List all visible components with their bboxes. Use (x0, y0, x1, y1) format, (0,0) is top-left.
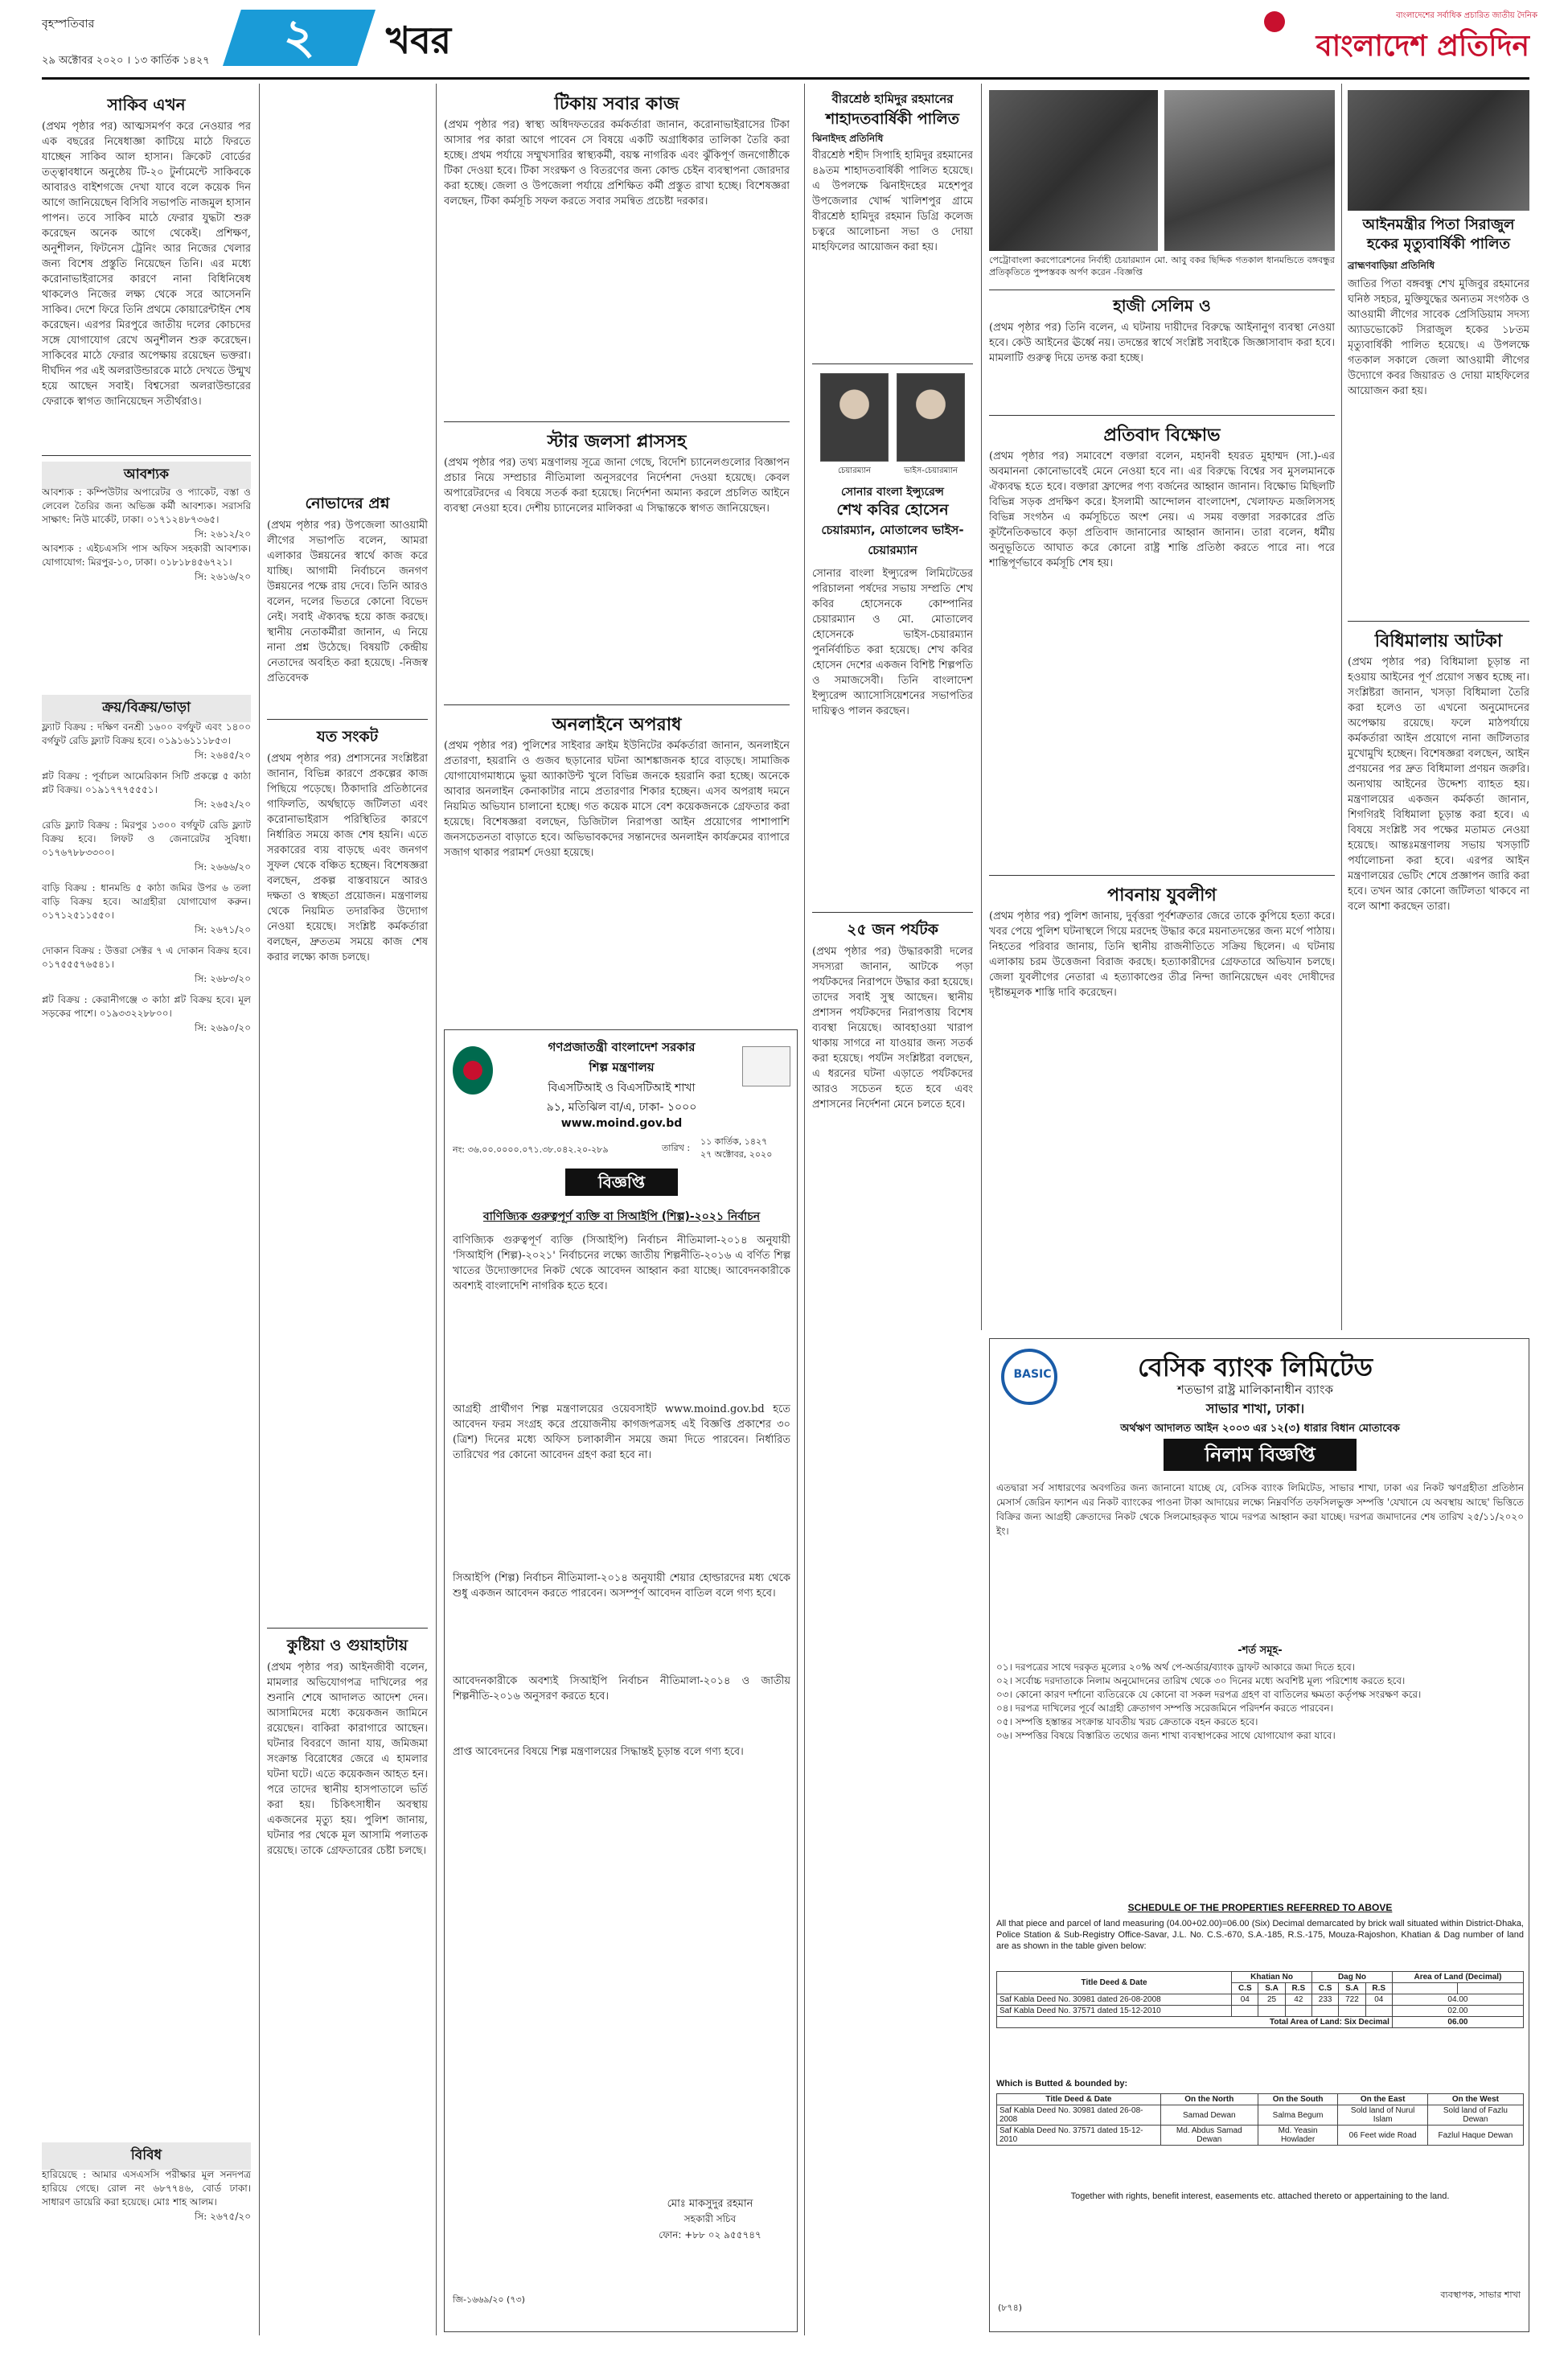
table-cell: Fazlul Haque Dewan (1427, 2126, 1523, 2146)
photo-petrobangla-left (989, 90, 1158, 251)
date-bn: ১১ কার্তিক, ১৪২৭ (700, 1136, 768, 1147)
bank-notice-title: নিলাম বিজ্ঞপ্তি (1164, 1439, 1357, 1471)
headline-chairman-line: চেয়ারম্যান, মোতালেব ভাইস-চেয়ারম্যান (821, 523, 964, 557)
headline-star-jalsha: স্টার জলসা প্লাসসহ (547, 432, 687, 452)
kicker-hamidur: বীরশ্রেষ্ঠ হামিদুর রহমানের (831, 92, 954, 106)
article-star-jalsha: (প্রথম পৃষ্ঠার পর) তথ্য মন্ত্রণালয় সূত্রে জানা গেছে, বিদেশি চ্যানেলগুলোর বিজ্ঞাপন প্রচার নিয়ে সম্প্রচার নীতিমালা অনুসরণের নির্দেশনা দেওয়া হয়েছে। কেবল অপারেটরদের এ বিষয়ে সতর্ক করা হয়েছে। নির্দেশনা অমান্য করলে প্রচলিত আইনে ব্যবস্থা নেওয়া হবে। দেশীয় চ্যানেলের মালিকরা এ সিদ্ধান্তকে স্বাগত জানিয়েছেন। (444, 457, 790, 515)
sale-code: সি: ২৬৫২/২০ (194, 799, 251, 810)
divider (42, 455, 251, 456)
col-divider (804, 84, 805, 2335)
sale-title: ক্রয়/বিক্রয়/ভাড়া (42, 695, 251, 722)
table-cell: Saf Kabla Deed No. 37571 dated 15-12-2010 (997, 2126, 1161, 2146)
term-item: ০৩। কোনো কারণ দর্শানো ব্যতিরেকে যে কোনো বা সকল দরপত্র গ্রহণ বা বাতিলের ক্ষমতা কর্তৃপক্ষ সংরক্ষণ করে। (996, 1689, 1422, 1700)
sale-code: সি: ২৬৪৫/২০ (194, 750, 251, 761)
bank-act-line: অর্থঋণ আদালত আইন ২০০৩ এর ১২(৩) ধারার বিধান মোতাবেক (1120, 1423, 1400, 1435)
notice-para: বাণিজ্যিক গুরুত্বপূর্ণ ব্যক্তি (সিআইপি) নির্বাচন নীতিমালা-২০১৪ অনুযায়ী 'সিআইপি (শিল্প)-২০২১' নির্বাচনের লক্ষ্যে জাতীয় শিল্পনীতি-২০১৬ এ বর্ণিত শিল্প খাতের উদ্যোক্তাদের নিকট থেকে আবেদন আহ্বান করা যাচ্ছে। আবেদনকারীকে অবশ্যই বাংলাদেশি নাগরিক হতে হবে। (453, 1234, 790, 1292)
article-tika: (প্রথম পৃষ্ঠার পর) স্বাস্থ্য অধিদফতরের কর্মকর্তারা জানান, করোনাভাইরাসের টিকা আসার পর কারা আগে পাবেন সে বিষয়ে একটি অগ্রাধিকার তালিকা তৈরি করা হচ্ছে। প্রথম পর্যায়ে সম্মুখসারির স্বাস্থ্যকর্মী, বয়স্ক নাগরিক এবং ঝুঁকিপূর্ণ জনগোষ্ঠীকে টিকা দেওয়া হবে। টিকা সংরক্ষণ ও বিতরণের জন্য কোল্ড চেইন ব্যবস্থাপনা জোরদার করা হচ্ছে। জেলা ও উপজেলা পর্যায়ে প্রশিক্ষিত কর্মী প্রস্তুত রাখা হচ্ছে। বিশেষজ্ঞরা বলছেন, টিকা কর্মসূচি সফল করতে সবার সমন্বিত প্রচেষ্টা দরকার। (444, 119, 790, 207)
classified-ad: আবশ্যক : এইচএসসি পাস অফিস সহকারী আবশ্যক। যোগাযোগ: মিরপুর-১০, ঢাকা। ০১৮১৮৪৫৬৭২১। (42, 543, 251, 568)
th-deed: Title Deed & Date (997, 1972, 1232, 1994)
col4 (812, 84, 973, 2335)
paper-name: বাংলাদেশ প্রতিদিন (1316, 30, 1529, 63)
classified-code: সি: ২৬১৬/২০ (194, 571, 251, 582)
term-item: ০২। সর্বোচ্চ দরদাতাকে নিলাম অনুমোদনের তারিখ থেকে ৩০ দিনের মধ্যে অবশিষ্ট মূল্য পরিশোধ করতে হবে। (996, 1675, 1406, 1686)
article-haji-selim: (প্রথম পৃষ্ঠার পর) তিনি বলেন, এ ঘটনায় দায়ীদের বিরুদ্ধে আইনানুগ ব্যবস্থা নেওয়া হবে। কেউ আইনের ঊর্ধ্বে নয়। তদন্তের স্বার্থে সংশ্লিষ্ট সবাইকে জিজ্ঞাসাবাদ করা হবে। মামলাটি গুরুত্ব দিয়ে তদন্ত করা হচ্ছে। (989, 322, 1335, 364)
col5 (989, 84, 1335, 1330)
sale-ad: রেডি ফ্ল্যাট বিক্রয় : মিরপুর ১৩০০ বর্গফুট রেডি ফ্ল্যাট বিক্রয় হবে। লিফট ও জেনারেটর সুবিধা। ০১৭৬৭৮৮৩৩০০। (42, 819, 251, 858)
table-cell: 04 (1365, 1994, 1392, 2006)
article-kushtia: (প্রথম পৃষ্ঠার পর) আইনজীবী বলেন, মামলার অভিযোগপত্র দাখিলের পর শুনানি শেষে আদালত আদেশ দেন। আসামিদের মধ্যে কয়েকজন জামিনে রয়েছেন। বাকিরা কারাগারে আছেন। ঘটনার বিবরণে জানা যায়, জমিজমা সংক্রান্ত বিরোধের জেরে এ হামলার ঘটনা ঘটে। এতে কয়েকজন আহত হন। পরে তাদের স্থানীয় হাসপাতালে ভর্তি করা হয়। চিকিৎসাধীন অবস্থায় একজনের মৃত্যু হয়। পুলিশ জানায়, ঘটনার পর থেকে মূল আসামি পলাতক রয়েছে। তাকে গ্রেফতারের চেষ্টা চলছে। (267, 1661, 428, 1857)
notice-badge: বিজ্ঞপ্তি (565, 1169, 678, 1196)
date-label: তারিখ : (662, 1143, 691, 1153)
th-sub: C.S (1232, 1983, 1258, 1994)
headline-novader: নোভাদের প্রশ্ন (305, 495, 390, 512)
th-khatian: Khatian No (1232, 1972, 1312, 1983)
article-online-crime: (প্রথম পৃষ্ঠার পর) পুলিশের সাইবার ক্রাইম ইউনিটের কর্মকর্তারা জানান, অনলাইনে প্রতারণা, হয়রানি ও গুজব ছড়ানোর ঘটনা আশঙ্কাজনক হারে বাড়ছে। সামাজিক যোগাযোগমাধ্যমে ভুয়া অ্যাকাউন্ট খুলে বিভিন্ন জনকে হয়রানি করা হচ্ছে। অনেকে আবার অনলাইন কেনাকাটার নামে প্রতারণার শিকার হচ্ছেন। এসব অপরাধ দমনে নিয়মিত অভিযান চালানো হচ্ছে। গত কয়েক মাসে বেশ কয়েকজনকে গ্রেফতার করা হয়েছে। বিশেষজ্ঞরা বলছেন, ডিজিটাল নিরাপত্তা আইন প্রয়োগের পাশাপাশি জনসচেতনতা বাড়াতে হবে। অভিভাবকদের সন্তানদের অনলাইন কার্যক্রমের ব্যাপারে সজাগ থাকার পরামর্শ দেওয়া হয়েছে। (444, 740, 790, 859)
photo-law-minister (1348, 90, 1529, 211)
divider (812, 363, 973, 364)
term-item: ০১। দরপত্রের সাথে দরকৃত মূল্যের ২০% অর্থ পে-অর্ডার/ব্যাংক ড্রাফট আকারে জমা দিতে হবে। (996, 1661, 1355, 1673)
notice-website: www.moind.gov.bd (560, 1117, 683, 1130)
bank-tagline: শতভাগ রাষ্ট্র মালিকানাধীন ব্যাংক (1177, 1382, 1333, 1397)
table-cell: 04 (1232, 1994, 1258, 2006)
col1 (42, 84, 251, 2335)
section-title: খবর (386, 18, 452, 62)
th-sub: S.A (1339, 1983, 1365, 1994)
masthead (42, 6, 1537, 76)
notice-subject: বাণিজ্যিক গুরুত্বপূর্ণ ব্যক্তি বা সিআইপি (শিল্প)-২০২১ নির্বাচন (482, 1210, 761, 1223)
headline-haji-selim: হাজী সেলিম ও (1113, 296, 1211, 315)
th-sub: S.A (1258, 1983, 1285, 1994)
col6 (1348, 84, 1529, 1330)
table-cell: Md. Abdus Samad Dewan (1160, 2126, 1258, 2146)
bank-notice (989, 1338, 1529, 2332)
notice-phone: ফোন: +৮৮ ০২ ৯৫৫৭৪৭ (659, 2229, 761, 2241)
notice-header-line4: ৯১, মতিঝিল বা/এ, ঢাকা- ১০০০ (546, 1101, 697, 1114)
notice-para: আগ্রহী প্রার্থীগণ শিল্প মন্ত্রণালয়ের ওয়েবসাইট www.moind.gov.bd হতে আবেদন ফরম সংগ্রহ করে প্রয়োজনীয় কাগজপত্রসহ এই বিজ্ঞপ্তি প্রকাশের ৩০ (ত্রিশ) দিনের মধ্যে অফিস চলাকালীন সময়ে জমা দিতে পারবেন। নির্ধারিত তারিখের পর কোনো আবেদন গ্রহণ করা হবে না। (453, 1403, 790, 1461)
paper-tagline: বাংলাদেশের সর্বাধিক প্রচারিত জাতীয় দৈনিক (1396, 11, 1537, 20)
table-cell: Sold land of Fazlu Dewan (1427, 2105, 1523, 2126)
table-total-row (997, 2017, 1524, 2028)
article-sonar-bangla: সোনার বাংলা ইন্স্যুরেন্স লিমিটেডের পরিচালনা পর্ষদের সভায় সম্প্রতি শেখ কবির হোসেনকে কোম্পানির চেয়ারম্যান ও মো. মোতালেব হোসেনকে ভাইস-চেয়ারম্যান পুনর্নির্বাচিত করা হয়েছে। শেখ কবির হোসেন দেশের একজন বিশিষ্ট শিল্পপতি ও সমাজসেবী। তিনি বাংলাদেশ ইন্স্যুরেন্স অ্যাসোসিয়েশনের সভাপতির দায়িত্বও পালন করছেন। (812, 568, 973, 717)
table-row (997, 2006, 1524, 2017)
article-jato-sankat: (প্রথম পৃষ্ঠার পর) প্রশাসনের সংশ্লিষ্টরা জানান, বিভিন্ন কারণে প্রকল্পের কাজ পিছিয়ে পড়েছে। ঠিকাদারি প্রতিষ্ঠানের গাফিলতি, অর্থছাড়ে জটিলতা এবং করোনাভাইরাস পরিস্থিতির কারণে নির্ধারিত সময়ে কাজ শেষ হয়নি। এতে সরকারের ব্যয় বাড়ছে এবং জনগণ সুফল থেকে বঞ্চিত হচ্ছেন। বিশেষজ্ঞরা বলছেন, প্রকল্প বাস্তবায়নে আরও দক্ষতা ও স্বচ্ছতা প্রয়োজন। মন্ত্রণালয় থেকে নিয়মিত তদারকির উদ্যোগ নেওয়া হয়েছে। সংশ্লিষ্ট কর্মকর্তারা বলছেন, দ্রুততম সময়ে কাজ শেষ করার লক্ষ্যে কাজ চলছে। (267, 753, 428, 963)
article-sakib: (প্রথম পৃষ্ঠার পর) আত্মসমর্পণ করে নেওয়ার পর এক বছরের নিষেধাজ্ঞা কাটিয়ে মাঠে ফিরতে যাচ্ছেন সাকিব আল হাসান। ক্রিকেট বোর্ডের তত্ত্বাবধানে অনুষ্ঠেয় টি-২০ টুর্নামেন্টে সাকিবকে আবারও বাইশগজে দেখা যাবে বলে কয়েক দিন আগে জানিয়েছেন বিসিবি সভাপতি নাজমুল হাসান পাপন। তবে সাকিব মাঠে ফেরার যুদ্ধটা শুরু করেছেন অনেক আগে থেকেই। প্রশিক্ষণ, অনুশীলন, ফিটনেস ট্রেনিং আর নিজের খেলার জন্য বিশেষ প্রস্তুতি নিয়েছেন তিনি। এর মধ্যে করোনাভাইরাসের কারণে নানা বিধিনিষেধ থাকলেও নিজের লক্ষ্য থেকে সরে আসেননি সাকিব। দেশে ফিরে তিনি প্রথমে কোয়ারেন্টাইন শেষ করেছেন। এরপর মিরপুরে জাতীয় দলের কোচদের সঙ্গে যোগাযোগ রেখে অনুশীলন শুরু করেছেন। সাকিবের মাঠে ফেরার অপেক্ষায় রয়েছেন ভক্তরা। দীর্ঘদিন পর এই অলরাউন্ডারকে মাঠে দেখতে উন্মুখ হয়ে আছেন সবাই। বিশ্বসেরা অলরাউন্ডারের ফেরাকে স্বাগত জানিয়েছেন সতীর্থরাও। (42, 121, 251, 408)
sale-ad: দোকান বিক্রয় : উত্তরা সেক্টর ৭ এ দোকান বিক্রয় হবে। ০১৭৫৫৫৭৬৫৪১। (42, 945, 251, 970)
schedule-footer: Together with rights, benefit interest, easements etc. attached thereto or appertaining to the land. (1070, 2191, 1450, 2201)
sale-ad: প্লট বিক্রয় : কেরানীগঞ্জে ৩ কাঠা প্লট বিক্রয় হবে। মূল সড়কের পাশে। ০১৯৩৩২২৮৮০০। (42, 994, 251, 1019)
portrait-chairman (820, 373, 889, 462)
misc-list (42, 2168, 251, 2224)
table-row (997, 2105, 1524, 2126)
photo-caption: পেট্রোবাংলা করপোরেশনের নির্বাহী চেয়ারম্যান মো. আবু বকর ছিদ্দিক গতকাল ধানমন্ডিতে বঙ্গবন্ধুর প্রতিকৃতিতে পুষ্পস্তবক অর্পণ করেন -বিজ্ঞপ্তি (989, 255, 1335, 277)
article-hamidur: বীরশ্রেষ্ঠ শহীদ সিপাহি হামিদুর রহমানের ৪৯তম শাহাদতবার্ষিকী পালিত হয়েছে। এ উপলক্ষে ঝিনাইদহের মহেশপুর উপজেলার খোর্দ্দ খালিশপুর গ্রামে বীরশ্রেষ্ঠ হামিদুর রহমান ডিগ্রি কলেজ চত্বরে আলোচনা সভা ও দোয়া মাহফিলের আয়োজন করা হয়। (812, 150, 973, 253)
bank-intro: এতদ্বারা সর্ব সাধারণের অবগতির জন্য জানানো যাচ্ছে যে, বেসিক ব্যাংক লিমিটেড, সাভার শাখা, ঢাকা এর নিকট ঋণগ্রহীতা প্রতিষ্ঠান মেসার্স জেরিন ফ্যাশন এর নিকট ব্যাংকের পাওনা টাকা আদায়ের লক্ষ্যে নিম্নবর্ণিত তফসিলভুক্ত সম্পত্তি 'যেখানে যে অবস্থায় আছে' ভিত্তিতে বিক্রির জন্য আগ্রহী ক্রেতাদের নিকট থেকে সিলমোহরকৃত খামে দরপত্র আহ্বান করা যাচ্ছে। দরপত্র জমাদানের শেষ তারিখ ২৫/১১/২০২০ ইং। (996, 1482, 1524, 1537)
divider (267, 719, 428, 720)
divider (989, 415, 1335, 416)
divider (444, 421, 790, 422)
table-cell: Saf Kabla Deed No. 30981 dated 26-08-2008 (997, 1994, 1232, 2006)
th-area: Area of Land (Decimal) (1392, 1972, 1523, 1983)
col-divider (981, 84, 982, 1330)
boundary-table (996, 2093, 1524, 2146)
sale-code: সি: ২৬৮৩/২০ (194, 973, 251, 984)
sale-code: সি: ২৬৭১/২০ (194, 924, 251, 935)
th-south: On the South (1258, 2094, 1338, 2105)
table-cell: Md. Yeasin Howlader (1258, 2126, 1338, 2146)
headline-sonar-bangla: সোনার বাংলা ইন্স্যুরেন্স (841, 486, 944, 499)
bank-branch: সাভার শাখা, ঢাকা। (1205, 1401, 1305, 1416)
article-protest: (প্রথম পৃষ্ঠার পর) সমাবেশে বক্তারা বলেন, মহানবী হযরত মুহাম্মদ (সা.)-এর অবমাননা কোনোভাবেই মেনে নেওয়া হবে না। এর বিরুদ্ধে বিশ্বের সব মুসলমানকে ঐক্যবদ্ধ হতে হবে। বক্তারা ফ্রান্সের পণ্য বর্জনের আহ্বান জানান। বিক্ষোভ মিছিলটি বিভিন্ন সড়ক প্রদক্ষিণ করে। ইসলামী আন্দোলন বাংলাদেশ, খেলাফত মজলিসসহ বিভিন্ন সংগঠন এ কর্মসূচিতে অংশ নেয়। এ সময় বক্তারা সরকারের প্রতি কূটনৈতিকভাবে কড়া প্রতিবাদ জানানোর আহ্বান জানান। তারা বলেন, ধর্মীয় অনুভূতিতে আঘাত করে কোনো রাষ্ট্র শান্তি প্রতিষ্ঠা করতে পারে না। পরে শান্তিপূর্ণভাবে কর্মসূচি শেষ হয়। (989, 450, 1335, 569)
divider (267, 1628, 428, 1629)
butted-title: Which is Butted & bounded by: (996, 2079, 1128, 2089)
table-cell: 42 (1285, 1994, 1311, 2006)
terms-list (996, 1661, 1524, 1743)
table-cell: 722 (1339, 1994, 1365, 2006)
sale-code: সি: ২৬৯০/২০ (194, 1022, 251, 1033)
headline-hamidur: শাহাদতবার্ষিকী পালিত (825, 110, 960, 128)
table-row (997, 2126, 1524, 2146)
divider (444, 704, 790, 705)
headline-sheikh-kabir: শেখ কবির হোসেন (836, 501, 949, 519)
th-sub: R.S (1365, 1983, 1392, 1994)
col3 (444, 84, 790, 1017)
schedule-desc: All that piece and parcel of land measuring (04.00+02.00)=06.00 (Six) Decimal demarcated by brick wall situated within District-Dhaka, Police Station & Sub-Registry Office-Savar, J.L. No. C.S.-670, S.A.-185, R.S.-175, Mouza-Rajoshon, Khatian & Dag number of land are as shown in the table given below: (996, 1919, 1524, 1951)
table-cell: 233 (1311, 1994, 1338, 2006)
headline-tourists: ২৫ জন পর্যটক (847, 921, 938, 939)
misc-code: সি: ২৬৭৫/২০ (194, 2211, 251, 2222)
bank-name: বেসিক ব্যাংক লিমিটেড (1137, 1352, 1373, 1382)
headline-kushtia: কুষ্টিয়া ও গুয়াহাটায় (286, 1637, 408, 1654)
bank-code: (৮৭৪) (998, 2302, 1023, 2313)
term-item: ০৬। সম্পত্তির বিষয়ে বিস্তারিত তথ্যের জন্য শাখা ব্যবস্থাপকের সাথে যোগাযোগ করা যাবে। (996, 1730, 1336, 1741)
sale-ad: ফ্ল্যাট বিক্রয় : দক্ষিণ বনশ্রী ১৬০০ বর্গফুট এবং ১৪০০ বর্গফুট রেডি ফ্ল্যাট বিক্রয় হবে। ০১৯১৬১১১৮৫৩। (42, 721, 251, 746)
table-cell: 25 (1258, 1994, 1285, 2006)
table-cell (1258, 2006, 1285, 2017)
th-sub: R.S (1285, 1983, 1311, 1994)
notice-header-line3: বিএসটিআই ও বিএসটিআই শাখা (548, 1082, 696, 1095)
photo-petrobangla-right (1164, 90, 1335, 251)
schedule-title: SCHEDULE OF THE PROPERTIES REFERRED TO ABOVE (1127, 1902, 1393, 1913)
col-divider (1341, 84, 1342, 1330)
notice-para: প্রাপ্ত আবেদনের বিষয়ে শিল্প মন্ত্রণালয়ের সিদ্ধান্তই চূড়ান্ত বলে গণ্য হবে। (453, 1746, 744, 1758)
table-cell: Samad Dewan (1160, 2105, 1258, 2126)
article-law-minister: জাতির পিতা বঙ্গবন্ধু শেখ মুজিবুর রহমানের ঘনিষ্ঠ সহচর, মুক্তিযুদ্ধের অন্যতম সংগঠক ও আওয়ামী লীগের সাবেক প্রেসিডিয়াম সদস্য অ্যাডভোকেট সিরাজুল হকের ১৮তম মৃত্যুবার্ষিকী পালিত হয়েছে। এ উপলক্ষে গতকাল সকালে জেলা আওয়ামী লীগের উদ্যোগে কবর জিয়ারত ও দোয়া মাহফিলের আয়োজন করা হয়। (1348, 278, 1529, 397)
headline-tika: টিকায় সবার কাজ (554, 94, 679, 114)
table-cell (1232, 2006, 1258, 2017)
table-cell: 06 Feet wide Road (1338, 2126, 1427, 2146)
headline-sakib: সাকিব এখন (107, 95, 186, 114)
classified-list (42, 486, 251, 585)
table-cell (1339, 2006, 1365, 2017)
paper-logo-icon (1264, 11, 1285, 32)
headline-law-minister: আইনমন্ত্রীর পিতা সিরাজুল হকের মৃত্যুবার্ষিকী পালিত (1362, 216, 1515, 253)
dateline-hamidur: ঝিনাইদহ প্রতিনিধি (812, 133, 884, 144)
memo-no: নং: ৩৬.০০.০০০০.০৭১.৩৮.০৪২.২০-২৮৯ (453, 1144, 609, 1155)
article-novader: (প্রথম পৃষ্ঠার পর) উপজেলা আওয়ামী লীগের সভাপতি বলেন, আমরা এলাকার উন্নয়নের স্বার্থে কাজ করে যাচ্ছি। আগামী নির্বাচনে জনগণ উন্নয়নের পক্ষে রায় দেবে। তিনি আরও বলেন, দলের ভিতরে কোনো বিভেদ নেই। সবাই ঐক্যবদ্ধ হয়ে কাজ করছে। স্থানীয় নেতাকর্মীরা জানান, এ নিয়ে নানা প্রশ্ন উঠেছে। বিষয়টি কেন্দ্রীয় নেতাদের অবহিত করা হয়েছে। -নিজস্ব প্রতিবেদক (267, 520, 428, 684)
article-tourists: (প্রথম পৃষ্ঠার পর) উদ্ধারকারী দলের সদস্যরা জানান, আটকে পড়া পর্যটকদের নিরাপদে উদ্ধার করা হয়েছে। তাদের সবাই সুস্থ আছেন। স্থানীয় প্রশাসন পর্যটকদের নিরাপত্তায় বিশেষ ব্যবস্থা নিয়েছে। আবহাওয়া খারাপ থাকায় সাগরে না যাওয়ার জন্য সতর্ক করা হয়েছে। পর্যটন সংশ্লিষ্টরা বলছেন, এ ধরনের ঘটনা এড়াতে পর্যটকদের আরও সচেতন হতে হবে এবং প্রশাসনের নির্দেশনা মেনে চলতে হবে। (812, 946, 973, 1111)
col-divider (259, 84, 260, 2335)
divider (1348, 621, 1529, 622)
govt-notice (444, 1029, 798, 2332)
emblem-icon (453, 1046, 493, 1095)
date-line: ২৯ অক্টোবর ২০২০ । ১৩ কার্তিক ১৪২৭ (42, 55, 210, 67)
notice-header (453, 1038, 790, 1130)
sale-ad: প্লট বিক্রয় : পূর্বাচল আমেরিকান সিটি প্রকল্পে ৫ কাঠা প্লট বিক্রয়। ০১৯১৭৭৭৫৫৫১। (42, 770, 251, 795)
article-bidhimala: (প্রথম পৃষ্ঠার পর) বিধিমালা চূড়ান্ত না হওয়ায় আইনের পূর্ণ প্রয়োগ সম্ভব হচ্ছে না। সংশ্লিষ্টরা জানান, খসড়া বিধিমালা তৈরি করা হলেও তা এখনো অনুমোদনের অপেক্ষায় রয়েছে। ফলে মাঠপর্যায়ে কর্মকর্তারা আইন প্রয়োগে নানা জটিলতার মুখোমুখি হচ্ছেন। বিশেষজ্ঞরা বলছেন, আইন প্রণয়নের পর দ্রুত বিধিমালা প্রণয়ন জরুরি। অন্যথায় আইনের উদ্দেশ্য ব্যাহত হয়। মন্ত্রণালয়ের একজন কর্মকর্তা জানান, শিগগিরই বিধিমালা চূড়ান্ত করা হবে। এ বিষয়ে সংশ্লিষ্ট সব পক্ষের মতামত নেওয়া হয়েছে। আন্তঃমন্ত্রণালয় সভায় খসড়াটি পর্যালোচনা করা হবে। এরপর আইন মন্ত্রণালয়ের ভেটিং শেষে প্রজ্ঞাপন জারি করা হবে। তখন আর কোনো জটিলতা থাকবে না বলে আশা করছেন তারা। (1348, 656, 1529, 913)
th-deed: Title Deed & Date (997, 2094, 1161, 2105)
date-en: ২৭ অক্টোবর, ২০২০ (700, 1149, 773, 1160)
table-cell: Total Area of Land: Six Decimal (997, 2017, 1393, 2028)
table-cell (1365, 2006, 1392, 2017)
terms-title: -শর্ত সমূহ- (1238, 1645, 1283, 1657)
headline-bidhimala: বিধিমালায় আটকা (1374, 631, 1503, 651)
col-divider (436, 84, 437, 2335)
schedule-table (996, 1971, 1524, 2028)
portrait-vice-chairman (897, 373, 965, 462)
headline-protest: প্রতিবাদ বিক্ষোভ (1103, 425, 1221, 446)
bank-signature: ব্যবস্থাপক, সাভার শাখা (1440, 2290, 1521, 2300)
classified-title: আবশ্যক (42, 462, 251, 489)
sale-list (42, 721, 251, 1036)
notice-header-line1: গণপ্রজাতন্ত্রী বাংলাদেশ সরকার (548, 1040, 696, 1054)
headline-online-crime: অনলাইনে অপরাধ (552, 715, 682, 735)
sale-code: সি: ২৬৬৬/২০ (194, 861, 251, 873)
masthead-rule (42, 77, 1529, 80)
th-east: On the East (1338, 2094, 1427, 2105)
divider (989, 875, 1335, 876)
notice-designation: সহকারী সচিব (683, 2213, 737, 2224)
article-pabna: (প্রথম পৃষ্ঠার পর) পুলিশ জানায়, দুর্বৃত্তরা পূর্বশত্রুতার জেরে তাকে কুপিয়ে হত্যা করে। খবর পেয়ে পুলিশ ঘটনাস্থলে গিয়ে মরদেহ উদ্ধার করে ময়নাতদন্তের জন্য মর্গে পাঠায়। নিহতের পরিবার জানায়, তিনি স্থানীয় রাজনীতিতে সক্রিয় ছিলেন। এ ঘটনায় এলাকায় চরম উত্তেজনা বিরাজ করছে। হত্যাকারীদের গ্রেফতারে অভিযান চলছে। জেলা যুবলীগের নেতারা এ হত্যাকাণ্ডের তীব্র নিন্দা জানিয়েছেন এবং দোষীদের দৃষ্টান্তমূলক শাস্তি দাবি করেছেন। (989, 910, 1335, 999)
misc-ad: হারিয়েছে : আমার এসএসসি পরীক্ষার মূল সনদপত্র হারিয়ে গেছে। রোল নং ৬৮৭৭৪৬, বোর্ড ঢাকা। সাধারণ ডায়েরি করা হয়েছে। মোঃ শাহ আলম। (42, 2169, 251, 2208)
day-label: বৃহস্পতিবার (42, 18, 95, 31)
dateline-law-minister: ব্রাহ্মণবাড়িয়া প্রতিনিধি (1348, 260, 1435, 271)
basic-logo-text: BASIC (1013, 1368, 1052, 1381)
headline-pabna: পাবনায় যুবলীগ (1107, 885, 1217, 906)
table-cell (1285, 2006, 1311, 2017)
table-row (997, 1994, 1524, 2006)
caption-chairman: চেয়ারম্যান (837, 466, 872, 475)
term-item: ০৫। সম্পত্তি হস্তান্তর সংক্রান্ত যাবতীয় খরচ ক্রেতাকে বহন করতে হবে। (996, 1716, 1258, 1727)
table-cell: Salma Begum (1258, 2105, 1338, 2126)
headline-jato-sankat: যত সংকট (316, 728, 379, 745)
misc-title: বিবিধ (42, 2142, 251, 2170)
th-sub: C.S (1311, 1983, 1338, 1994)
col2 (267, 84, 428, 2335)
th-sub (1392, 1983, 1458, 1994)
sale-ad: বাড়ি বিক্রয় : ধানমন্ডি ৫ কাঠা জমির উপর ৬ তলা বাড়ি বিক্রয় হবে। আগ্রহীরা যোগাযোগ করুন। ০১৭১২৫১১৫৫০। (42, 882, 251, 921)
notice-signatory: মোঃ মাকসুদুর রহমান (667, 2198, 753, 2210)
th-dag: Dag No (1311, 1972, 1392, 1983)
classified-code: সি: ২৬১২/২০ (194, 528, 251, 540)
th-sub (1458, 1983, 1524, 1994)
table-cell: 06.00 (1392, 2017, 1523, 2028)
table-cell: Saf Kabla Deed No. 37571 dated 15-12-2010 (997, 2006, 1232, 2017)
notice-code: জি-১৬৬৯/২০ (৭৩) (453, 2294, 525, 2305)
table-cell: Saf Kabla Deed No. 30981 dated 26-08-2008 (997, 2105, 1161, 2126)
th-west: On the West (1427, 2094, 1523, 2105)
caption-vice-chairman: ভাইস-চেয়ারম্যান (904, 466, 958, 475)
notice-header-line2: শিল্প মন্ত্রণালয় (589, 1060, 655, 1074)
table-cell (1311, 2006, 1338, 2017)
th-north: On the North (1160, 2094, 1258, 2105)
term-item: ০৪। দরপত্র দাখিলের পূর্বে আগ্রহী ক্রেতাগণ সম্পত্তি সরেজমিনে পরিদর্শন করতে পারবেন। (996, 1702, 1333, 1714)
table-cell: 04.00 (1392, 1994, 1523, 2006)
notice-para: আবেদনকারীকে অবশ্যই সিআইপি নির্বাচন নীতিমালা-২০১৪ ও জাতীয় শিল্পনীতি-২০১৬ অনুসরণ করতে হবে। (453, 1675, 790, 1702)
notice-para: সিআইপি (শিল্প) নির্বাচন নীতিমালা-২০১৪ অনুযায়ী শেয়ার হোল্ডারদের মধ্য থেকে শুধু একজন আবেদন করতে পারবেন। অসম্পূর্ণ আবেদন বাতিল বলে গণ্য হবে। (453, 1572, 790, 1600)
classified-ad: আবশ্যক : কম্পিউটার অপারেটর ও প্যাকেট, বস্তা ও লেবেল তৈরির জন্য অভিজ্ঞ কর্মী আবশ্যক। সরাসরি সাক্ষাৎ: নিউ মার্কেট, ঢাকা। ০১৭১২৪৮৭৩৬৫। (42, 487, 251, 525)
page-number: ২ (283, 9, 315, 65)
mujib-logo-icon (742, 1046, 790, 1086)
divider (812, 912, 973, 913)
table-cell: 02.00 (1392, 2006, 1523, 2017)
table-cell: Sold land of Nurul Islam (1338, 2105, 1427, 2126)
